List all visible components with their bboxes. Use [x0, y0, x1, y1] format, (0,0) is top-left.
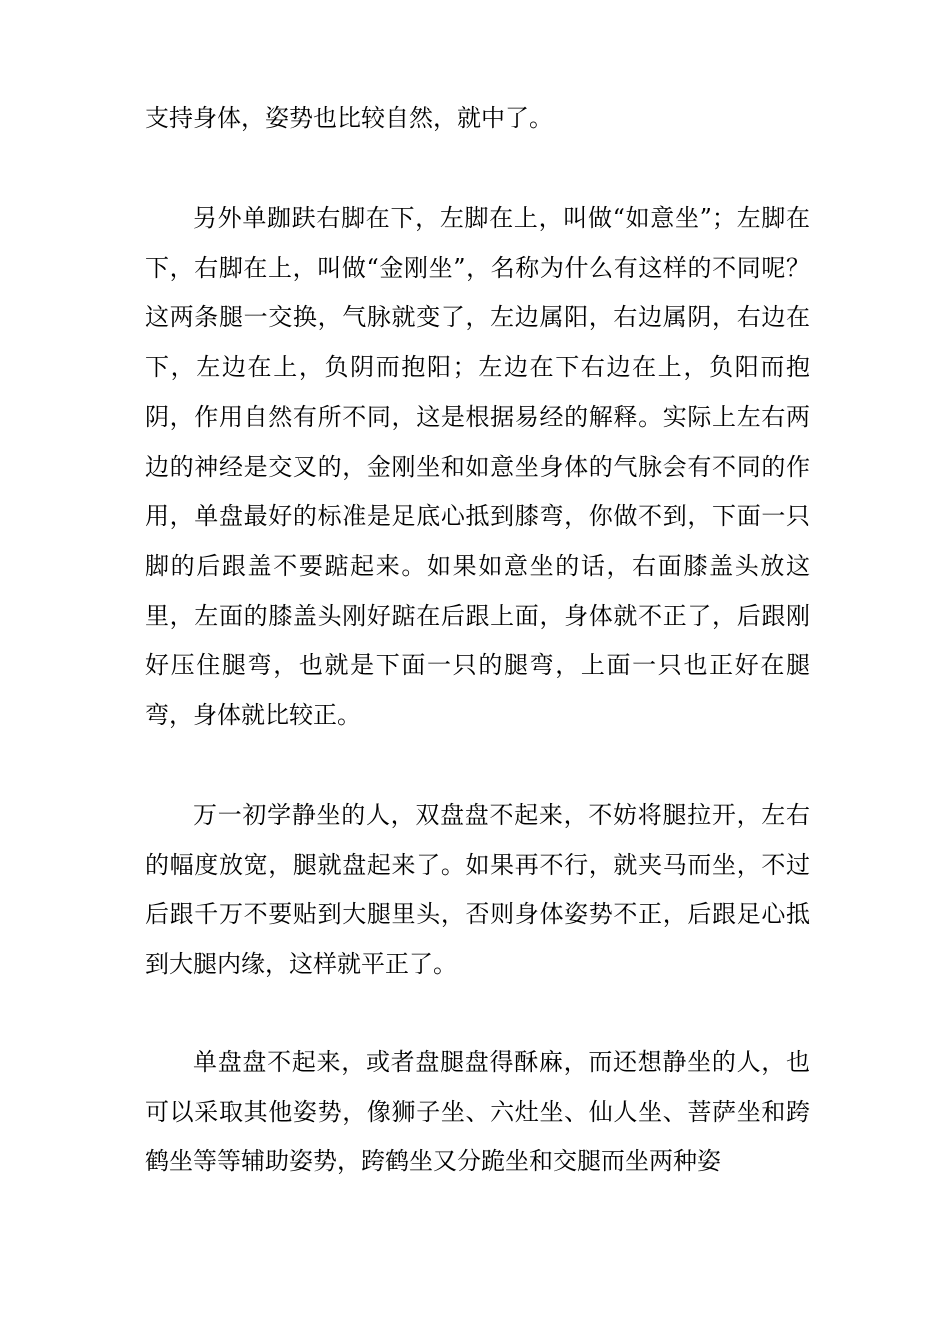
paragraph-alternative-postures: 单盘盘不起来，或者盘腿盘得酥麻，而还想静坐的人，也可以采取其他姿势，像狮子坐、六灶坐、仙人坐、菩萨坐和跨鹤坐等等辅助姿势，跨鹤坐又分跪坐和交腿而坐两种姿: [145, 1048, 810, 1176]
paragraph-ruyi-jingang-posture: 另外单跏趺右脚在下，左脚在上，叫做“如意坐”；左脚在下，右脚在上，叫做“金刚坐”，名称为什么有这样的不同呢？这两条腿一交换，气脉就变了，左边属阳，右边属阴，右边在下，左边在上，负阴而抱阳；左边在下右边在上，负阳而抱阴，作用自然有所不同，这是根据易经的解释。实际上左右两边的神经是交叉的，金刚坐和如意坐身体的气脉会有不同的作用，单盘最好的标准是足底心抵到膝弯，你做不到，下面一只脚的后跟盖不要踮起来。如果如意坐的话，右面膝盖头放这里，左面的膝盖头刚好踮在后跟上面，身体就不正了，后跟刚好压住腿弯，也就是下面一只的腿弯，上面一只也正好在腿弯，身体就比较正。: [145, 204, 810, 730]
paragraph-continuation: 支持身体，姿势也比较自然，就中了。: [145, 104, 553, 132]
paragraph-beginner-double-lotus: 万一初学静坐的人，双盘盘不起来，不妨将腿拉开，左右的幅度放宽，腿就盘起来了。如果再不行，就夹马而坐，不过后跟千万不要贴到大腿里头，否则身体姿势不正，后跟足心抵到大腿内缘，这样就平正了。: [145, 801, 810, 979]
